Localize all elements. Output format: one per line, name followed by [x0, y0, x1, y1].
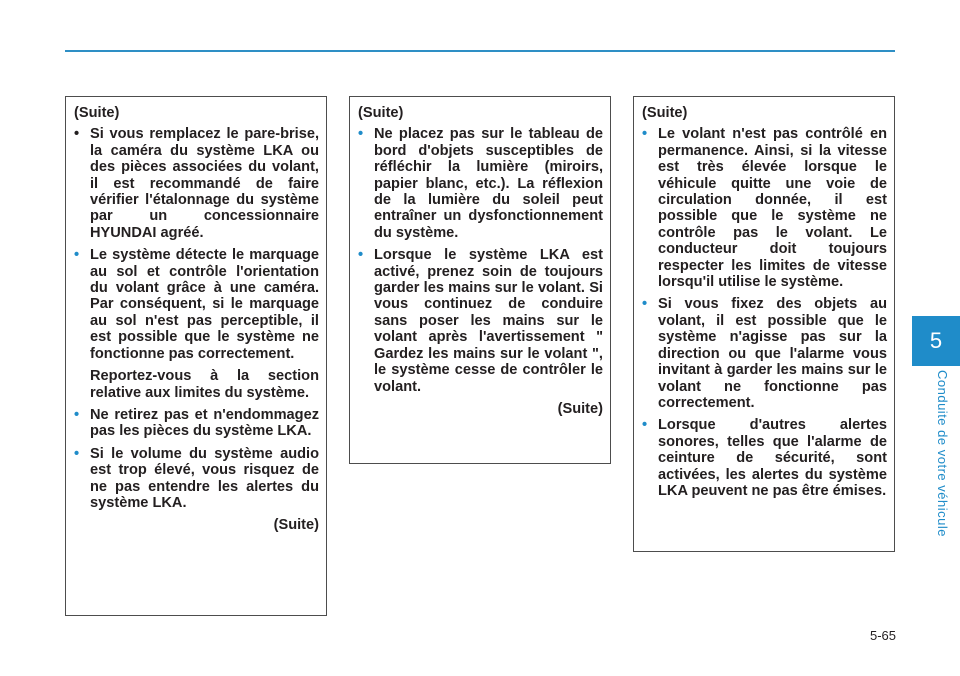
bullet-icon: •: [642, 296, 648, 313]
item-text: Lorsque d'autres alertes sonores, telles que l'alarme de ceinture de sécurité, sont activées, les alertes du système LKA peuvent ne pas être émises.: [658, 417, 887, 499]
caution-box-2: [349, 96, 611, 464]
box-head: (Suite): [358, 105, 404, 121]
list-item: [74, 407, 319, 440]
list-item: [642, 126, 887, 290]
box-head: (Suite): [74, 105, 120, 121]
bullet-icon: •: [358, 247, 364, 264]
bullet-icon: •: [74, 445, 80, 462]
item-text: Le volant n'est pas contrôlé en permanence. Ainsi, si la vitesse est très élevée lorsque le véhicule quitte une voie de circulation donnée, il est possible que le système ne contrôle pas le volant. Le conducteur doit toujours respecter les limites de vitesse lorsqu'il utilise le système.: [658, 126, 887, 291]
list-item: [74, 126, 319, 241]
caution-list: [358, 126, 603, 395]
list-item: [74, 247, 319, 401]
caution-list: [74, 126, 319, 511]
box-foot: (Suite): [273, 517, 319, 534]
list-item: [358, 247, 603, 395]
item-text: Si vous remplacez le pare-brise, la caméra du système LKA ou des pièces associées du volant, il est recommandé de faire vérifier l'étalonnage du système par un concessionnaire HYUNDAI agréé.: [90, 126, 319, 241]
list-item: [358, 126, 603, 241]
header-rule: [65, 50, 895, 52]
item-text: Si vous fixez des objets au volant, il est possible que le système n'agisse pas sur la direction ou que l'alarme vous invitant à garder les mains sur le volant ne fonctionne pas correctement.: [658, 296, 887, 411]
page-number: 5-65: [869, 628, 896, 643]
item-text: Ne placez pas sur le tableau de bord d'objets susceptibles de réfléchir la lumière (miroirs, papier blanc, etc.). La réflexion de la lumière du soleil peut entraîner un dysfonctionnement du système.: [374, 126, 603, 241]
chapter-number-tab: [912, 316, 960, 366]
caution-box-1: [65, 96, 327, 616]
item-note: Reportez-vous à la section relative aux limites du système.: [90, 368, 319, 401]
caution-list: [642, 126, 887, 499]
bullet-icon: •: [74, 126, 80, 143]
chapter-title: Conduite de votre véhicule: [935, 370, 950, 537]
item-text: Si le volume du système audio est trop élevé, vous risquez de ne pas entendre les alertes du système LKA.: [90, 445, 319, 511]
chapter-number: 5: [929, 328, 943, 353]
bullet-icon: •: [358, 126, 364, 143]
item-text: Ne retirez pas et n'endommagez pas les pièces du système LKA.: [90, 406, 319, 440]
bullet-icon: •: [74, 406, 80, 423]
bullet-icon: •: [74, 247, 80, 264]
bullet-icon: •: [642, 417, 648, 434]
caution-box-3: [633, 96, 895, 552]
box-head: (Suite): [642, 105, 688, 121]
item-text: Lorsque le système LKA est activé, prenez soin de toujours garder les mains sur le volant. Si vous continuez de conduire sans poser les mains sur le volant après l'avertissement " Gardez les mains sur le volant ", le système cesse de contrôler le volant.: [374, 247, 603, 395]
list-item: [642, 296, 887, 411]
box-foot: (Suite): [557, 400, 603, 417]
item-text: Le système détecte le marquage au sol et contrôle l'orientation du volant grâce à une caméra. Par conséquent, si le marquage au sol n'est pas perceptible, il est possible que le système ne fonctionne pas correctement.: [90, 247, 319, 362]
bullet-icon: •: [642, 126, 648, 143]
list-item: [74, 446, 319, 512]
list-item: [642, 417, 887, 499]
